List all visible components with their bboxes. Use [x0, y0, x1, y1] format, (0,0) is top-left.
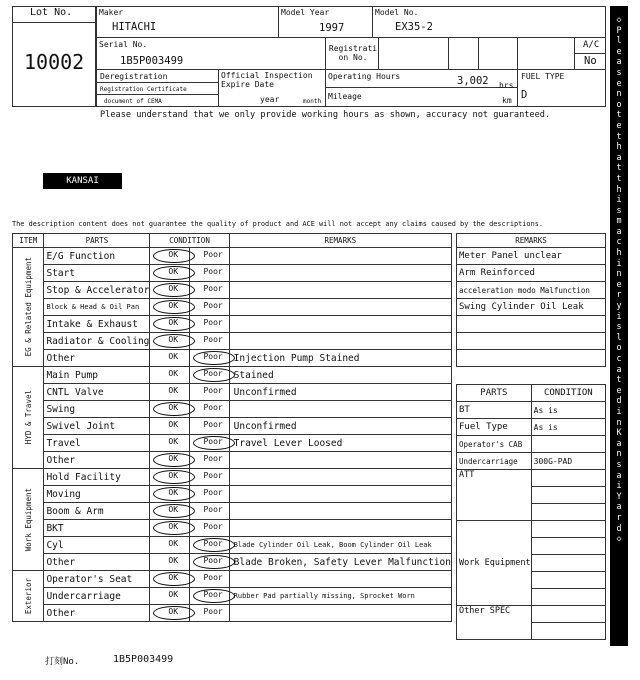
att-value: [531, 504, 605, 521]
work-equipment-value: [531, 538, 605, 555]
side-part-name: BT: [457, 402, 532, 419]
header-rule-dereg2: [96, 94, 218, 95]
header-rule-ac: [574, 53, 606, 54]
group-cell: [13, 248, 44, 367]
table-row: [13, 265, 452, 282]
ok-label: OK: [168, 590, 179, 599]
condition-poor-cell: [190, 316, 229, 333]
condition-poor-cell: [190, 299, 229, 316]
condition-poor-cell: [190, 520, 229, 537]
poor-label: Poor: [203, 488, 223, 497]
part-name: Radiator & Cooling: [44, 333, 150, 350]
poor-label: Poor: [203, 335, 223, 344]
ac-value: No: [584, 55, 597, 67]
condition-poor-cell: [190, 435, 229, 452]
part-name: CNTL Valve: [44, 384, 150, 401]
side-part-name: Undercarriage: [457, 453, 532, 470]
header-vrule: [448, 37, 449, 69]
vertical-notice-text: ◇ Please note that this machinery is located in Kansai Yard ◇: [616, 14, 622, 544]
remark: [229, 452, 451, 469]
model-year-value: 1997: [319, 22, 345, 34]
ok-label: OK: [168, 437, 179, 446]
condition-poor-cell: [190, 333, 229, 350]
table-row: [13, 299, 452, 316]
header-vrule: [325, 37, 326, 107]
ok-label: OK: [168, 301, 179, 310]
condition-ok-cell: [150, 605, 190, 622]
condition-poor-cell: [190, 588, 229, 605]
selected-condition-mark: [153, 317, 195, 331]
header-rule-dereg: [96, 82, 218, 83]
poor-label: Poor: [203, 352, 223, 361]
disclaimer: The description content does not guarantee the quality of product and ACE will not accept any claims caused by the descriptions.: [12, 220, 544, 228]
lot-number: 10002: [24, 50, 85, 74]
location-badge: [43, 173, 122, 189]
side-parts-table: [456, 384, 606, 640]
operating-value: 3,002: [457, 75, 489, 87]
part-name: Stop & Accelerator: [44, 282, 150, 299]
ok-label: OK: [168, 386, 179, 395]
selected-condition-mark: [153, 521, 195, 535]
ok-label: OK: [168, 369, 179, 378]
poor-label: Poor: [203, 522, 223, 531]
condition-poor-cell: [190, 367, 229, 384]
inspection-table: [12, 233, 452, 622]
remark: Rubber Pad partially missing, Sprocket Worn: [229, 588, 451, 605]
side-remark: [457, 333, 606, 350]
serial-value: 1B5P003499: [120, 55, 184, 67]
lot-label: Lot No.: [30, 7, 73, 18]
poor-label: Poor: [203, 369, 223, 378]
part-name: Boom & Arm: [44, 503, 150, 520]
side-part-row: [457, 402, 606, 419]
table-row: [13, 554, 452, 571]
ac-label: A/C: [583, 40, 600, 50]
ok-label: OK: [168, 488, 179, 497]
table-row: [13, 469, 452, 486]
month-label: month: [303, 98, 322, 105]
condition-ok-cell: [150, 486, 190, 503]
ok-label: OK: [168, 335, 179, 344]
year-label: year: [260, 95, 280, 104]
selected-condition-mark: [153, 606, 195, 620]
side-part-condition: As is: [531, 419, 605, 436]
ok-label: OK: [168, 318, 179, 327]
side-part-name: Operator's CAB: [457, 436, 532, 453]
ok-label: OK: [168, 403, 179, 412]
poor-label: Poor: [203, 250, 223, 259]
poor-label: Poor: [203, 420, 223, 429]
condition-poor-cell: [190, 265, 229, 282]
ok-label: OK: [168, 420, 179, 429]
remark: [229, 299, 451, 316]
group-cell: [13, 571, 44, 622]
condition-poor-cell: [190, 248, 229, 265]
header-rule-2: [96, 69, 606, 70]
part-name: Main Pump: [44, 367, 150, 384]
col-parts: PARTS: [44, 234, 150, 248]
part-name: Operator's Seat: [44, 571, 150, 588]
poor-label: Poor: [203, 607, 223, 616]
poor-label: Poor: [203, 437, 223, 446]
condition-ok-cell: [150, 282, 190, 299]
remark: [229, 605, 451, 622]
ok-label: OK: [168, 352, 179, 361]
side-remark-row: [457, 299, 606, 316]
part-name: Undercarriage: [44, 588, 150, 605]
part-name: Block & Head & Oil Pan: [44, 299, 150, 316]
selected-condition-mark: [153, 470, 195, 484]
ok-label: OK: [168, 267, 179, 276]
part-name: Hold Facility: [44, 469, 150, 486]
table-row: [13, 401, 452, 418]
part-name: BKT: [44, 520, 150, 537]
condition-ok-cell: [150, 537, 190, 554]
table-row: [13, 452, 452, 469]
part-name: E/G Function: [44, 248, 150, 265]
side-remarks-table: [456, 233, 606, 367]
condition-ok-cell: [150, 571, 190, 588]
part-name: Travel: [44, 435, 150, 452]
poor-label: Poor: [203, 505, 223, 514]
mileage-label: Mileage: [328, 92, 362, 101]
selected-condition-mark: [153, 504, 195, 518]
side-remark: acceleration modo Malfunction: [457, 282, 606, 299]
condition-ok-cell: [150, 469, 190, 486]
condition-poor-cell: [190, 537, 229, 554]
selected-condition-mark: [153, 572, 195, 586]
fuel-value: D: [521, 89, 528, 101]
table-row: [13, 384, 452, 401]
remark: [229, 248, 451, 265]
part-name: Other: [44, 350, 150, 367]
table-row: [13, 316, 452, 333]
ok-label: OK: [168, 556, 179, 565]
att-value: [531, 470, 605, 487]
condition-ok-cell: [150, 418, 190, 435]
side-remark: Swing Cylinder Oil Leak: [457, 299, 606, 316]
selected-condition-mark: [153, 402, 195, 416]
selected-condition-mark: [153, 249, 195, 263]
side-parts-header: PARTS: [457, 385, 532, 402]
condition-poor-cell: [190, 384, 229, 401]
condition-poor-cell: [190, 503, 229, 520]
condition-ok-cell: [150, 299, 190, 316]
work-equipment-value: [531, 555, 605, 572]
condition-ok-cell: [150, 248, 190, 265]
work-equipment-value: [531, 572, 605, 589]
condition-ok-cell: [150, 350, 190, 367]
model-year-label: Model Year: [281, 8, 330, 17]
inspection-body: [13, 248, 452, 622]
serial-label: Serial No.: [99, 40, 148, 49]
part-name: Start: [44, 265, 150, 282]
model-no-label: Model No.: [375, 8, 419, 17]
remark: Travel Lever Loosed: [229, 435, 451, 452]
selected-condition-mark: [153, 266, 195, 280]
hrs-label: hrs: [499, 81, 514, 90]
poor-label: Poor: [203, 590, 223, 599]
selected-condition-mark: [153, 300, 195, 314]
remark: [229, 520, 451, 537]
work-equipment-value: [531, 521, 605, 538]
remark: Injection Pump Stained: [229, 350, 451, 367]
header-vrule: [478, 37, 479, 69]
side-part-row: [457, 419, 606, 436]
group-label: HYD & Travel: [23, 390, 33, 445]
condition-poor-cell: [190, 554, 229, 571]
work-equipment-label: Work Equipment: [457, 521, 532, 606]
condition-ok-cell: [150, 333, 190, 350]
ok-label: OK: [168, 573, 179, 582]
condition-ok-cell: [150, 265, 190, 282]
remark: [229, 486, 451, 503]
side-part-condition: 300G-PAD: [531, 453, 605, 470]
poor-label: Poor: [203, 403, 223, 412]
condition-ok-cell: [150, 384, 190, 401]
poor-label: Poor: [203, 318, 223, 327]
remark: [229, 571, 451, 588]
poor-label: Poor: [203, 301, 223, 310]
header-vrule: [378, 37, 379, 69]
condition-poor-cell: [190, 350, 229, 367]
condition-ok-cell: [150, 367, 190, 384]
poor-label: Poor: [203, 454, 223, 463]
remark: Stained: [229, 367, 451, 384]
remark: [229, 469, 451, 486]
condition-poor-cell: [190, 469, 229, 486]
side-remark: [457, 316, 606, 333]
remark: [229, 401, 451, 418]
header-vrule: [372, 6, 373, 37]
group-label: EG & Related Equipment: [23, 257, 33, 357]
selected-condition-mark: [153, 453, 195, 467]
side-part-condition: [531, 436, 605, 453]
side-remark: [457, 350, 606, 367]
deregistration-label: Deregistration: [100, 72, 168, 81]
other-spec-row: [457, 606, 606, 623]
side-remark-row: [457, 282, 606, 299]
side-part-row: [457, 453, 606, 470]
group-cell: [13, 367, 44, 469]
att-row: [457, 470, 606, 487]
col-item: ITEM: [13, 234, 44, 248]
ok-label: OK: [168, 539, 179, 548]
maker-label: Maker: [99, 8, 124, 17]
header-vrule: [517, 37, 518, 107]
side-remarks-body: [457, 248, 606, 367]
condition-ok-cell: [150, 588, 190, 605]
part-name: Moving: [44, 486, 150, 503]
group-cell: [13, 469, 44, 571]
other-spec-label: Other SPEC: [457, 606, 532, 640]
maker-value: HITACHI: [112, 21, 157, 33]
ok-label: OK: [168, 454, 179, 463]
condition-poor-cell: [190, 571, 229, 588]
side-condition-header: CONDITION: [531, 385, 605, 402]
condition-poor-cell: [190, 452, 229, 469]
side-remark: Arm Reinforced: [457, 265, 606, 282]
table-row: [13, 367, 452, 384]
condition-poor-cell: [190, 401, 229, 418]
part-name: Cyl: [44, 537, 150, 554]
official-label: Official Inspection Expire Date: [221, 71, 313, 89]
side-remark-row: [457, 333, 606, 350]
table-row: [13, 588, 452, 605]
condition-ok-cell: [150, 554, 190, 571]
poor-label: Poor: [203, 386, 223, 395]
att-value: [531, 487, 605, 504]
km-label: km: [502, 96, 512, 105]
side-parts-body: [457, 402, 606, 640]
table-row: [13, 537, 452, 554]
condition-ok-cell: [150, 316, 190, 333]
condition-ok-cell: [150, 401, 190, 418]
fuel-label: FUEL TYPE: [521, 72, 565, 81]
selected-condition-mark: [153, 283, 195, 297]
ok-label: OK: [168, 471, 179, 480]
table-row: [13, 435, 452, 452]
stamp-value: 1B5P003499: [113, 654, 174, 665]
table-row: [13, 605, 452, 622]
condition-ok-cell: [150, 503, 190, 520]
location-badge-text: KANSAI: [66, 176, 99, 186]
poor-label: Poor: [203, 556, 223, 565]
selected-condition-mark: [153, 487, 195, 501]
side-part-condition: As is: [531, 402, 605, 419]
operating-label: Operating Hours: [328, 72, 401, 81]
remark: Unconfirmed: [229, 384, 451, 401]
condition-ok-cell: [150, 520, 190, 537]
group-label: Work Equipment: [23, 487, 33, 552]
condition-poor-cell: [190, 282, 229, 299]
side-remark: Meter Panel unclear: [457, 248, 606, 265]
remark: Blade Broken, Safety Lever Malfunction: [229, 554, 451, 571]
poor-label: Poor: [203, 284, 223, 293]
remark: [229, 333, 451, 350]
model-no-value: EX35-2: [395, 21, 433, 33]
table-row: [13, 350, 452, 367]
header-rule-1: [96, 37, 606, 38]
side-remark-row: [457, 265, 606, 282]
other-spec-value: [531, 606, 605, 623]
table-row: [13, 571, 452, 588]
registration-cert-label: Registration Certificate: [100, 86, 187, 93]
part-name: Other: [44, 554, 150, 571]
poor-label: Poor: [203, 539, 223, 548]
hours-notice: Please understand that we only provide working hours as shown, accuracy not guaranteed.: [100, 110, 551, 120]
poor-label: Poor: [203, 573, 223, 582]
header-rule-op: [325, 87, 517, 88]
remark: [229, 282, 451, 299]
table-row: [13, 486, 452, 503]
table-row: [13, 248, 452, 265]
poor-label: Poor: [203, 267, 223, 276]
side-remarks-header: REMARKS: [457, 234, 606, 248]
condition-poor-cell: [190, 486, 229, 503]
work-equipment-row: [457, 521, 606, 538]
condition-ok-cell: [150, 435, 190, 452]
remark: [229, 503, 451, 520]
ok-label: OK: [168, 284, 179, 293]
condition-poor-cell: [190, 605, 229, 622]
part-name: Other: [44, 605, 150, 622]
remark: Unconfirmed: [229, 418, 451, 435]
table-row: [13, 282, 452, 299]
stamp-label: 打刻No.: [45, 657, 80, 667]
table-row: [13, 333, 452, 350]
ok-label: OK: [168, 250, 179, 259]
part-name: Intake & Exhaust: [44, 316, 150, 333]
side-part-name: Fuel Type: [457, 419, 532, 436]
col-condition: CONDITION: [150, 234, 229, 248]
condition-poor-cell: [190, 418, 229, 435]
registration-label: Registrati on No.: [328, 44, 378, 62]
condition-ok-cell: [150, 452, 190, 469]
remark: [229, 316, 451, 333]
ok-label: OK: [168, 607, 179, 616]
part-name: Swing: [44, 401, 150, 418]
table-row: [13, 418, 452, 435]
table-row: [13, 503, 452, 520]
selected-condition-mark: [153, 334, 195, 348]
ok-label: OK: [168, 505, 179, 514]
remark: Blade Cylinder Oil Leak, Boom Cylinder Oil Leak: [229, 537, 451, 554]
remark: [229, 265, 451, 282]
col-remarks: REMARKS: [229, 234, 451, 248]
header-vrule: [278, 6, 279, 37]
work-equipment-value: [531, 589, 605, 606]
vertical-notice: [610, 14, 628, 544]
side-part-row: [457, 436, 606, 453]
att-label: ATT: [457, 470, 532, 521]
poor-label: Poor: [203, 471, 223, 480]
header-vrule: [218, 69, 219, 107]
group-label: Exterior: [23, 577, 33, 615]
side-remark-row: [457, 350, 606, 367]
side-remark-row: [457, 316, 606, 333]
other-spec-value: [531, 623, 605, 640]
side-remark-row: [457, 248, 606, 265]
table-row: [13, 520, 452, 537]
cema-label: document of CEMA: [104, 98, 162, 105]
ok-label: OK: [168, 522, 179, 531]
part-name: Other: [44, 452, 150, 469]
part-name: Swivel Joint: [44, 418, 150, 435]
